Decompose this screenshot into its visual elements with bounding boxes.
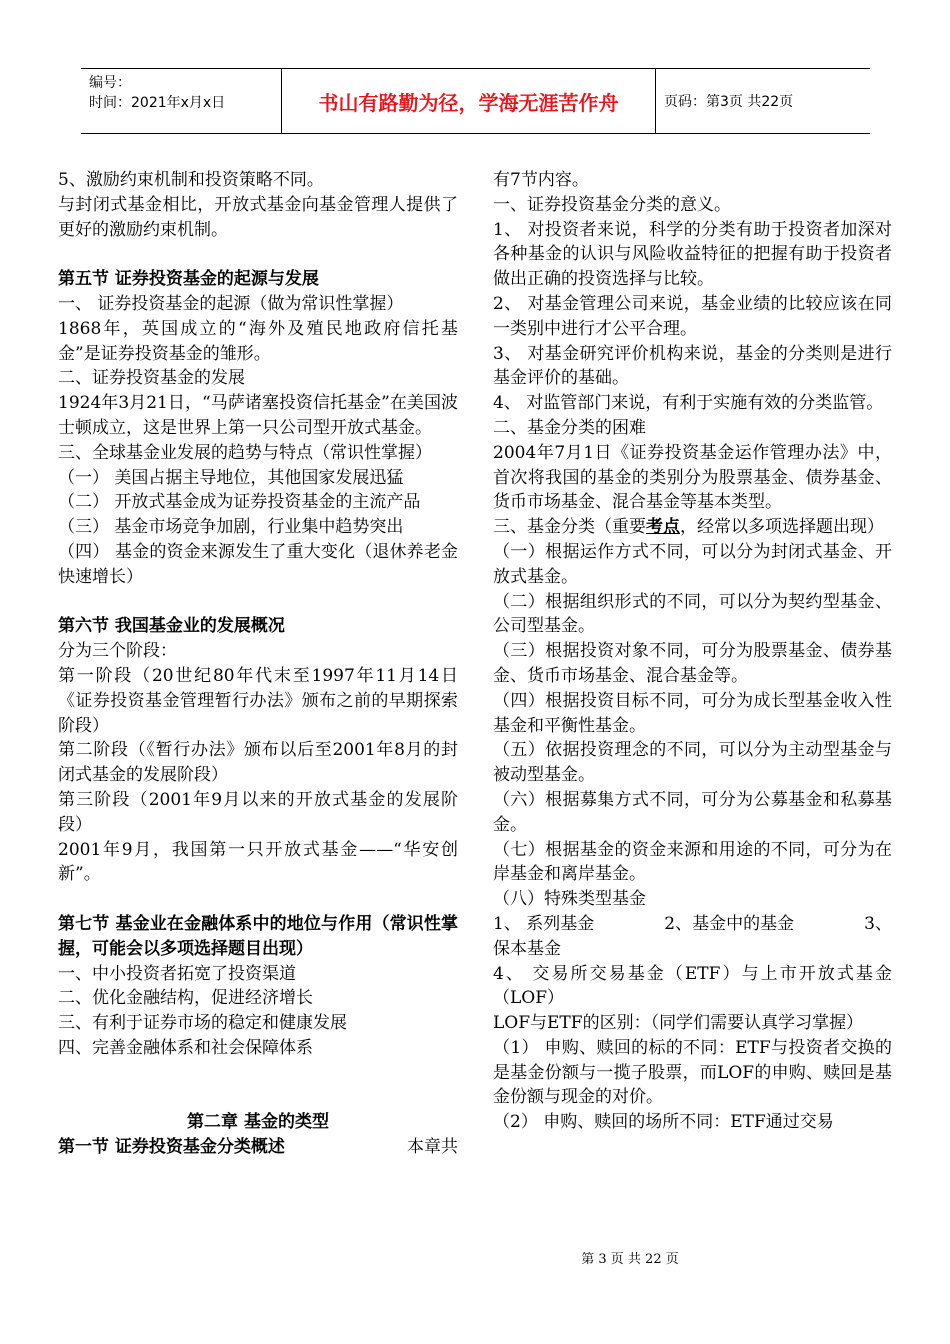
section-heading: 第七节 基金业在金融体系中的地位与作用（常识性掌握，可能会以多项选择题目出现） [58, 913, 458, 959]
paragraph: 一、证券投资基金分类的意义。 [493, 194, 731, 215]
header-page-number: 页码：第3页 共22页 [664, 94, 794, 110]
paragraph: 三、有利于证券市场的稳定和健康发展 [58, 1013, 347, 1034]
paragraph: （1） 申购、赎回的标的不同：ETF与投资者交换的是基金份额与一揽子股票，而LOF的申购、赎回是基金份额与现金的对价。 [493, 1037, 892, 1108]
paragraph: （一） 美国占据主导地位，其他国家发展迅猛 [58, 467, 404, 488]
chapter-first-line [58, 1135, 458, 1160]
paragraph: （2） 申购、赎回的场所不同：ETF通过交易 [493, 1112, 834, 1133]
header-motto: 书山有路勤为径，学海无涯苦作舟 [282, 69, 656, 133]
paragraph: （三）根据投资对象不同，可分为股票基金、债券基金、货币市场基金、混合基金等。 [493, 641, 892, 686]
header-meta [81, 69, 282, 133]
paragraph: 二、基金分类的困难 [493, 417, 646, 438]
left-column [58, 168, 458, 1160]
paragraph: （二）根据组织形式的不同，可以分为契约型基金、公司型基金。 [493, 591, 892, 637]
document-time-label: 时间：2021年x月x日 [89, 95, 226, 111]
paragraph: （一）根据运作方式不同，可以分为封闭式基金、开放式基金。 [493, 541, 892, 587]
paragraph: 1868年，英国成立的“海外及殖民地政府信托基金”是证券投资基金的雏形。 [58, 318, 458, 364]
paragraph: 2004年7月1日《证券投资基金运作管理办法》中，首次将我国的基金的类别分为股票基金、债券基金、货币市场基金、混合基金等基本类型。 [493, 442, 892, 513]
paragraph: 有7节内容。 [493, 170, 589, 190]
paragraph: 一、 证券投资基金的起源（做为常识性掌握） [58, 293, 404, 314]
paragraph: （四） 基金的资金来源发生了重大变化（退休养老金快速增长） [58, 541, 458, 587]
right-column [493, 168, 892, 1135]
paragraph: 2、 对基金管理公司来说，基金业绩的比较应该在同一类别中进行才公平合理。 [493, 293, 892, 339]
paragraph: 二、证券投资基金的发展 [58, 368, 245, 389]
paragraph: 2001年9月，我国第一只开放式基金——“华安创新”。 [58, 839, 458, 885]
list-item: 保本基金 [493, 938, 561, 959]
paragraph: 4、 交易所交易基金（ETF）与上市开放式基金（LOF） [493, 963, 892, 1009]
paragraph: 第一阶段（20世纪80年代末至1997年11月14日《证券投资基金管理暂行办法》颁布之前的早期探索阶段） [58, 665, 458, 736]
paragraph: 1、 对投资者来说，科学的分类有助于投资者加深对各种基金的认识与风险收益特征的把握有助于投资者做出正确的投资选择与比较。 [493, 219, 892, 290]
section-heading: 第一节 证券投资基金分类概述 [58, 1137, 285, 1158]
paragraph [493, 515, 892, 540]
paragraph: （八）特殊类型基金 [493, 889, 646, 910]
text-run: 三、基金分类（重要 [493, 517, 646, 538]
list-item: 2、基金中的基金 [664, 913, 795, 934]
text-run: ，经常以多项选择题出现） [680, 517, 884, 538]
paragraph: 5、激励约束机制和投资策略不同。 [58, 170, 324, 190]
paragraph: 第三阶段（2001年9月以来的开放式基金的发展阶段） [58, 789, 458, 835]
list-item: 1、 系列基金 [493, 913, 595, 934]
paragraph: （二） 开放式基金成为证券投资基金的主流产品 [58, 492, 421, 513]
paragraph: （六）根据募集方式不同，可分为公募基金和私募基金。 [493, 789, 892, 835]
section-heading: 第六节 我国基金业的发展概况 [58, 616, 285, 637]
page-footer: 第 3 页 共 22 页 [581, 1252, 679, 1267]
paragraph: 四、完善金融体系和社会保障体系 [58, 1037, 313, 1058]
paragraph: 1924年3月21日，“马萨诸塞投资信托基金”在美国波士顿成立，这是世界上第一只公司型开放式基金。 [58, 393, 458, 438]
special-fund-list [493, 912, 892, 937]
paragraph: 与封闭式基金相比，开放式基金向基金管理人提供了更好的激励约束机制。 [58, 194, 458, 240]
paragraph: （四）根据投资目标不同，可分为成长型基金收入性基金和平衡性基金。 [493, 690, 892, 736]
paragraph: 分为三个阶段： [58, 641, 177, 662]
list-item: 3、 [864, 913, 892, 934]
document-number-label: 编号： [89, 75, 131, 91]
paragraph: 3、 对基金研究评价机构来说，基金的分类则是进行基金评价的基础。 [493, 343, 892, 389]
paragraph: 一、中小投资者拓宽了投资渠道 [58, 963, 296, 984]
paragraph: 三、全球基金业发展的趋势与特点（常识性掌握） [58, 442, 432, 463]
paragraph: （七）根据基金的资金来源和用途的不同，可分为在岸基金和离岸基金。 [493, 839, 892, 885]
paragraph: LOF与ETF的区别：（同学们需要认真学习掌握） [493, 1013, 864, 1034]
paragraph: （三） 基金市场竞争加剧，行业集中趋势突出 [58, 517, 404, 538]
paragraph-fragment: 本章共 [407, 1137, 458, 1158]
paragraph: （五）依据投资理念的不同，可以分为主动型基金与被动型基金。 [493, 740, 892, 786]
page-header [81, 68, 870, 134]
paragraph: 第二阶段（《暂行办法》颁布以后至2001年8月的封闭式基金的发展阶段） [58, 740, 458, 786]
chapter-heading: 第二章 基金的类型 [187, 1112, 329, 1133]
paragraph: 4、 对监管部门来说，有利于实施有效的分类监管。 [493, 393, 884, 414]
section-heading: 第五节 证券投资基金的起源与发展 [58, 269, 319, 290]
paragraph: 二、优化金融结构，促进经济增长 [58, 988, 313, 1009]
emphasis-keypoint: 考点 [646, 517, 680, 538]
